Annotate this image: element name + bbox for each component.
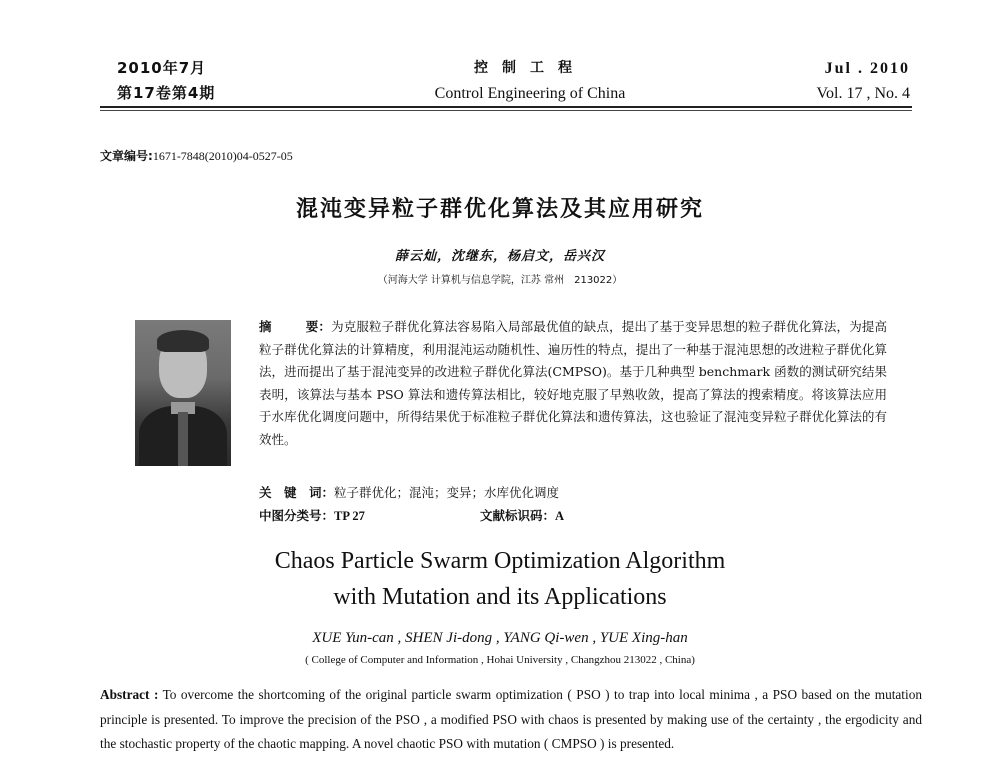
abstract-en bbox=[100, 683, 922, 757]
paper-title-en bbox=[0, 543, 1000, 615]
header-rule-thin bbox=[100, 110, 912, 111]
photo-hair-shape bbox=[157, 330, 209, 352]
author-photo bbox=[135, 320, 231, 466]
header-left bbox=[117, 56, 215, 106]
abstract-cn bbox=[259, 316, 887, 451]
article-number-label: 文章编号: bbox=[100, 149, 153, 163]
document-code-label: 文献标识码： bbox=[480, 508, 556, 523]
header-center bbox=[380, 56, 680, 106]
header-issue-cn: 第17卷第4期 bbox=[117, 84, 216, 102]
abstract-cn-label-1: 摘 bbox=[259, 319, 272, 334]
authors-en: XUE Yun-can , SHEN Ji-dong , YANG Qi-wen , YUE Xing-han bbox=[312, 630, 688, 646]
keywords-cn bbox=[259, 482, 559, 504]
affiliation-cn: （河海大学 计算机与信息学院，江苏 常州 213022） bbox=[377, 275, 623, 286]
classification-value: TP 27 bbox=[334, 509, 365, 523]
document-code-value: A bbox=[555, 509, 565, 523]
authors-cn: 薛云灿，沈继东，杨启文，岳兴汉 bbox=[394, 249, 605, 264]
header-rule-thick bbox=[100, 106, 912, 108]
paper-title-cn: 混沌变异粒子群优化算法及其应用研究 bbox=[295, 197, 704, 222]
journal-name-cn: 控制工程 bbox=[474, 60, 586, 76]
abstract-en-label: Abstract : bbox=[100, 687, 159, 702]
document-code bbox=[480, 506, 564, 524]
affiliation-en: ( College of Computer and Information , Hohai University , Changzhou 213022 , China) bbox=[305, 654, 695, 666]
abstract-en-text: To overcome the shortcoming of the original particle swarm optimization ( PSO ) to trap into local minima , a PSO based on the mutation principle is presented. To improve the precision of the PSO , a modified PSO with chaos is presented by making use of the certainty , the ergodicity and the stochastic property of the chaotic mapping. A novel chaotic PSO with mutation ( CMPSO ) is presented. bbox=[100, 687, 922, 751]
paper-title-en-line1: Chaos Particle Swarm Optimization Algorithm bbox=[274, 548, 726, 574]
abstract-cn-label-2: 要： bbox=[305, 319, 332, 334]
keywords-value: 粒子群优化；混沌；变异；水库优化调度 bbox=[334, 485, 560, 500]
photo-tie-shape bbox=[178, 412, 188, 466]
classification-number bbox=[259, 506, 365, 524]
classification-label: 中图分类号： bbox=[259, 508, 335, 523]
abstract-cn-text: 为克服粒子群优化算法容易陷入局部最优值的缺点，提出了基于变异思想的粒子群优化算法，为提高粒子群优化算法的计算精度，利用混沌运动随机性、遍历性的特点，提出了一种基于混沌思想的改进粒子群优化算法，进而提出了基于混沌变异的改进粒子群优化算法(CMPSO)。基于几种典型 benchmark 函数的测试研究结果表明，该算法与基本 PSO 算法和遗传算法相比，较好地克服了早熟收敛，提高了算法的搜索精度。将该算法应用于水库优化调度问题中，所得结果优于标准粒子群优化算法和遗传算法，这也验证了混沌变异粒子群优化算法的有效性。 bbox=[259, 319, 887, 447]
header-right bbox=[817, 56, 911, 106]
journal-name-en: Control Engineering of China bbox=[434, 85, 626, 102]
article-number bbox=[100, 147, 293, 164]
paper-title-en-line2: with Mutation and its Applications bbox=[333, 584, 667, 610]
header-date-cn: 2010年7月 bbox=[117, 59, 207, 77]
keywords-label: 关 键 词： bbox=[259, 485, 335, 500]
header-date-en: Jul . 2010 bbox=[824, 60, 910, 77]
article-number-value: 1671-7848(2010)04-0527-05 bbox=[152, 149, 293, 163]
header-volume-en: Vol. 17 , No. 4 bbox=[816, 85, 910, 102]
